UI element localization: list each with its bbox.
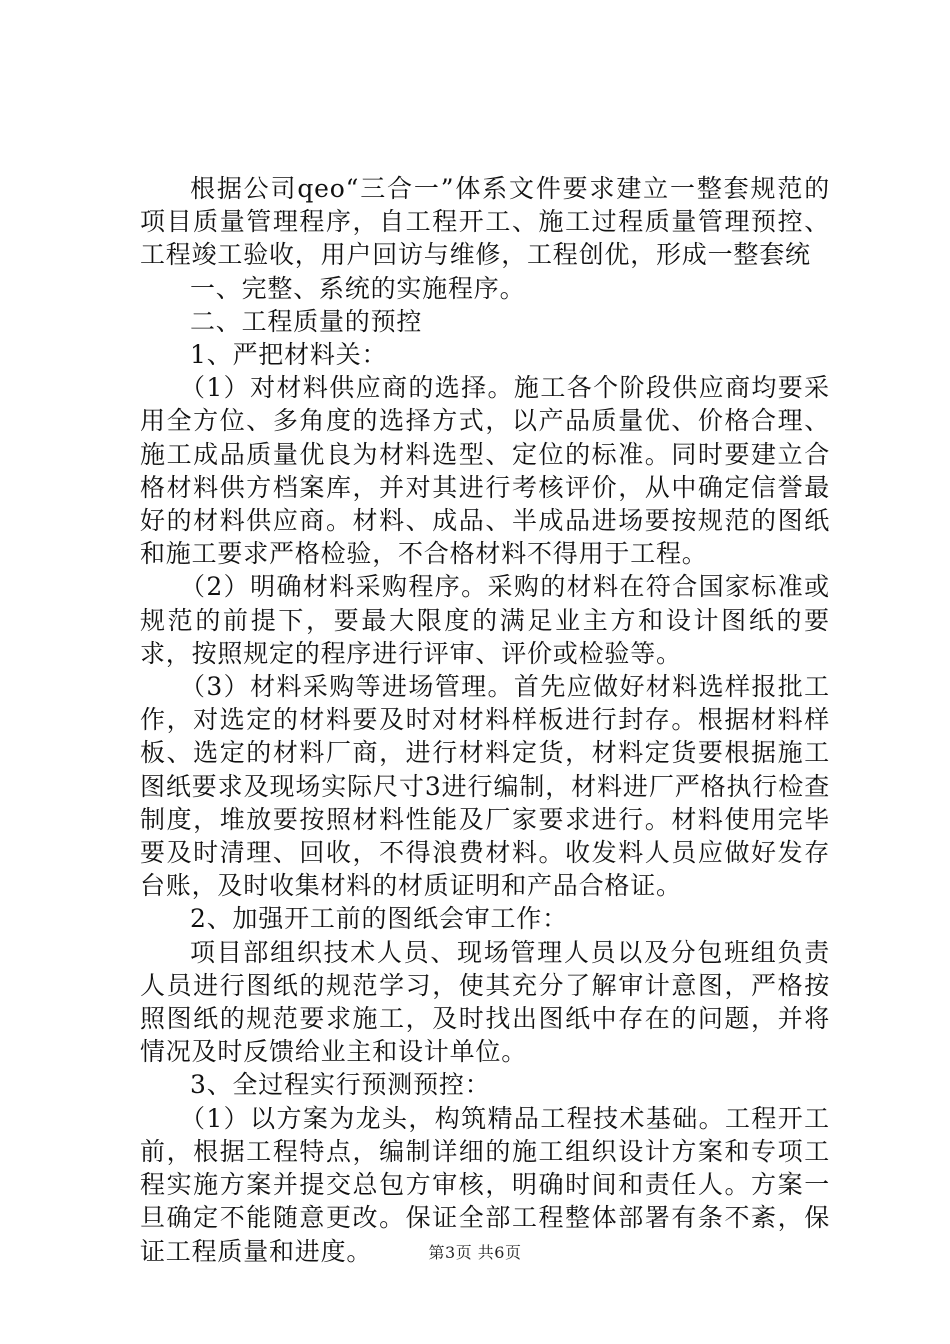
page-number-footer: 第3页 共6页 [428,1243,522,1262]
paragraph-material-2: （2）明确材料采购程序。采购的材料在符合国家标准或规范的前提下，要最大限度的满足业主方和设计图纸的要求，按照规定的程序进行评审、评价或检验等。 [140,572,830,668]
paragraph-material-1: （1）对材料供应商的选择。施工各个阶段供应商均要采用全方位、多角度的选择方式，以产品质量优、价格合理、施工成品质量优良为材料选型、定位的标准。同时要建立合格材料供方档案库，并对其进行考核评价，从中确定信誉最好的材料供应商。材料、成品、半成品进场要按规范的图纸和施工要求严格检验，不合格材料不得用于工程。 [140,373,830,569]
paragraph-item-1: 一、完整、系统的实施程序。 [190,273,526,303]
paragraph-drawing-review: 项目部组织技术人员、现场管理人员以及分包班组负责人员进行图纸的规范学习，使其充分了解审计意图，严格按照图纸的规范要求施工，及时找出图纸中存在的问题，并将情况及时反馈给业主和设计单位。 [140,937,830,1067]
document-body [140,172,830,1268]
subheading-drawing-review: 2、加强开工前的图纸会审工作： [190,904,568,934]
paragraph-material-3: （3）材料采购等进场管理。首先应做好材料选样报批工作，对选定的材料要及时对材料样板进行封存。根据材料样板、选定的材料厂商，进行材料定货，材料定货要根据施工图纸要求及现场实际尺寸3进行编制，材料进厂严格执行检查制度，堆放要按照材料性能及厂家要求进行。材料使用完毕要及时清理、回收，不得浪费材料。收发料人员应做好发存台账，及时收集材料的材质证明和产品合格证。 [140,672,830,901]
section-heading-2: 二、工程质量的预控 [190,306,423,336]
subheading-prediction-control: 3、全过程实行预测预控： [190,1070,491,1100]
paragraph-scheme: （1）以方案为龙头，构筑精品工程技术基础。工程开工前，根据工程特点，编制详细的施工组织设计方案和专项工程实施方案并提交总包方审核，明确时间和责任人。方案一旦确定不能随意更改。保证全部工程整体部署有条不紊，保证工程质量和进度。 [140,1103,830,1266]
paragraph-intro: 根据公司qeo“三合一”体系文件要求建立一整套规范的项目质量管理程序，自工程开工、施工过程质量管理预控、工程竣工验收，用户回访与维修，工程创优，形成一整套统 [140,174,830,270]
subheading-material: 1、严把材料关： [190,340,388,370]
